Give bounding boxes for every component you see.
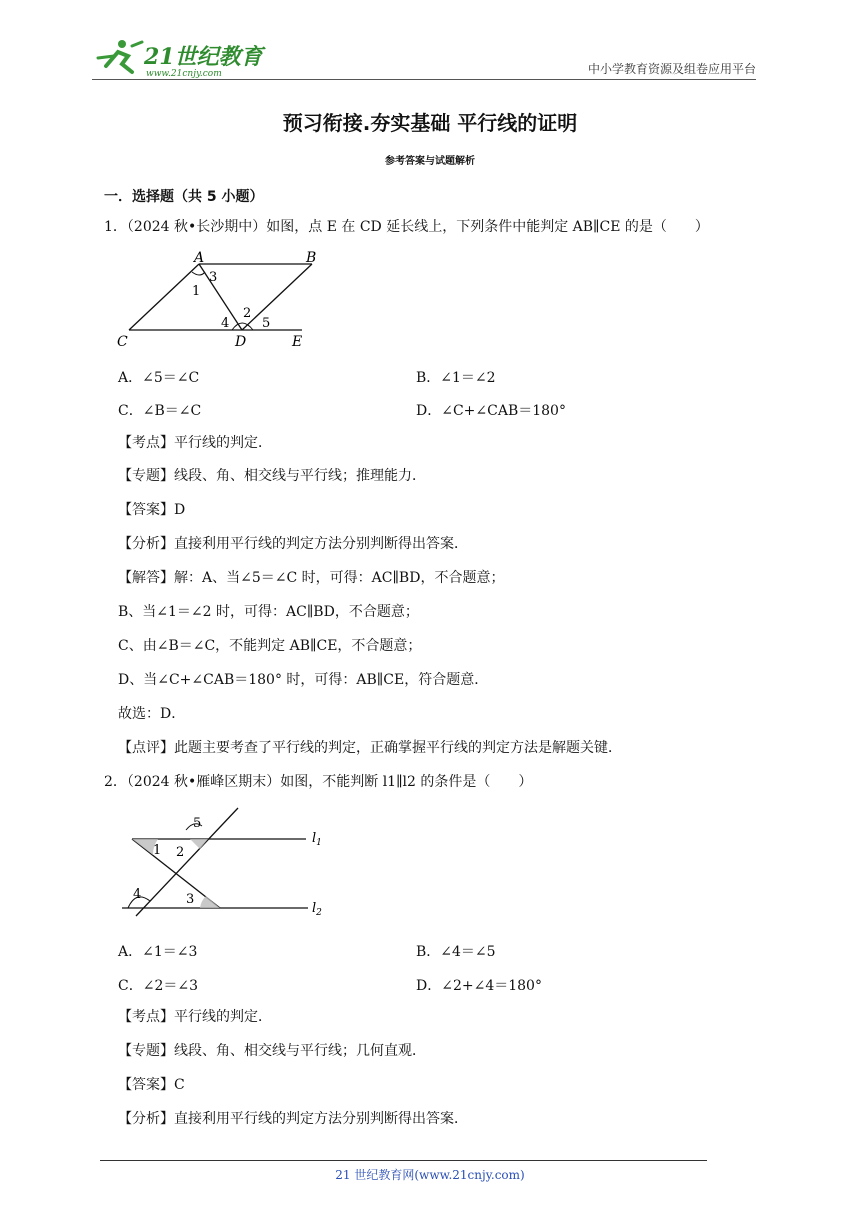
q2-option-d: D．∠2+∠4＝180° [416, 978, 542, 994]
page-title: 预习衔接.夯实基础 平行线的证明 [282, 111, 578, 135]
q2-label-l1: $l_1$ [312, 831, 322, 848]
site-logo [92, 36, 262, 80]
footer-link[interactable]: 21 世纪教育网(www.21cnjy.com) [335, 1168, 525, 1182]
q2-angle-2: 2 [176, 845, 185, 860]
q2-option-b: B．∠4＝∠5 [416, 944, 496, 960]
q2-analysis: 【分析】直接利用平行线的判定方法分别判断得出答案． [118, 1111, 468, 1127]
q1-option-d: D．∠C+∠CAB＝180° [416, 403, 566, 419]
q1-angle-1: 1 [192, 284, 201, 299]
q1-kaodian: 【考点】平行线的判定． [118, 435, 272, 451]
q1-angle-5: 5 [262, 316, 271, 331]
q2-option-c: C．∠2＝∠3 [118, 978, 198, 994]
q2-angle-1: 1 [153, 843, 162, 858]
q2-label-l2: $l_2$ [312, 901, 322, 918]
q2-answer: 【答案】C [118, 1077, 185, 1093]
q1-zhuanti: 【专题】线段、角、相交线与平行线；推理能力． [118, 468, 426, 484]
q1-label-C: C [117, 334, 128, 350]
q2-figure [116, 804, 332, 920]
q2-angle-5: 5 [193, 816, 202, 831]
q1-angle-3: 3 [209, 270, 218, 285]
header-platform-name: 中小学教育资源及组卷应用平台 [587, 62, 756, 76]
section-heading: 一．选择题（共 5 小题） [104, 189, 264, 205]
logo-url: www.21cnjy.com [146, 69, 222, 79]
q1-analysis: 【分析】直接利用平行线的判定方法分别判断得出答案． [118, 536, 468, 552]
q1-option-a: A．∠5＝∠C [118, 370, 200, 386]
q1-label-D: D [235, 334, 247, 350]
q1-label-B: B [306, 250, 317, 266]
q2-option-a: A．∠1＝∠3 [118, 944, 198, 960]
q1-solution-a: 【解答】解：A、当∠5＝∠C 时，可得：AC∥BD，不合题意； [118, 570, 505, 586]
q1-solution-b: B、当∠1＝∠2 时，可得：AC∥BD，不合题意； [118, 604, 419, 620]
runner-logo-icon [98, 40, 142, 72]
q2-angle-3: 3 [186, 892, 195, 907]
header-divider [92, 79, 756, 80]
q1-option-b: B．∠1＝∠2 [416, 370, 496, 386]
q2-zhuanti: 【专题】线段、角、相交线与平行线；几何直观． [118, 1043, 426, 1059]
q1-angle-2: 2 [243, 306, 252, 321]
q1-comment: 【点评】此题主要考查了平行线的判定，正确掌握平行线的判定方法是解题关键． [118, 740, 622, 756]
q2-kaodian: 【考点】平行线的判定． [118, 1009, 272, 1025]
q1-choice: 故选：D． [118, 706, 186, 722]
q1-solution-c: C、由∠B＝∠C，不能判定 AB∥CE，不合题意； [118, 638, 422, 654]
logo-text: 21世纪教育 [144, 44, 263, 70]
q1-stem: 1．（2024 秋•长沙期中）如图，点 E 在 CD 延长线上，下列条件中能判定 AB∥CE 的是（ ） [104, 219, 709, 235]
q2-angle-4: 4 [133, 887, 142, 902]
q1-solution-d: D、当∠C+∠CAB＝180° 时，可得：AB∥CE，符合题意． [118, 672, 489, 688]
q1-label-A: A [194, 250, 205, 266]
footer-divider [100, 1160, 707, 1161]
q1-option-c: C．∠B＝∠C [118, 403, 202, 419]
q1-angle-4: 4 [221, 316, 230, 331]
q1-label-E: E [292, 334, 303, 350]
page-subtitle: 参考答案与试题解析 [385, 156, 475, 167]
q2-stem: 2．（2024 秋•雁峰区期末）如图，不能判断 l1∥l2 的条件是（ ） [104, 774, 533, 790]
q1-answer: 【答案】D [118, 502, 186, 518]
q1-figure [112, 248, 317, 350]
